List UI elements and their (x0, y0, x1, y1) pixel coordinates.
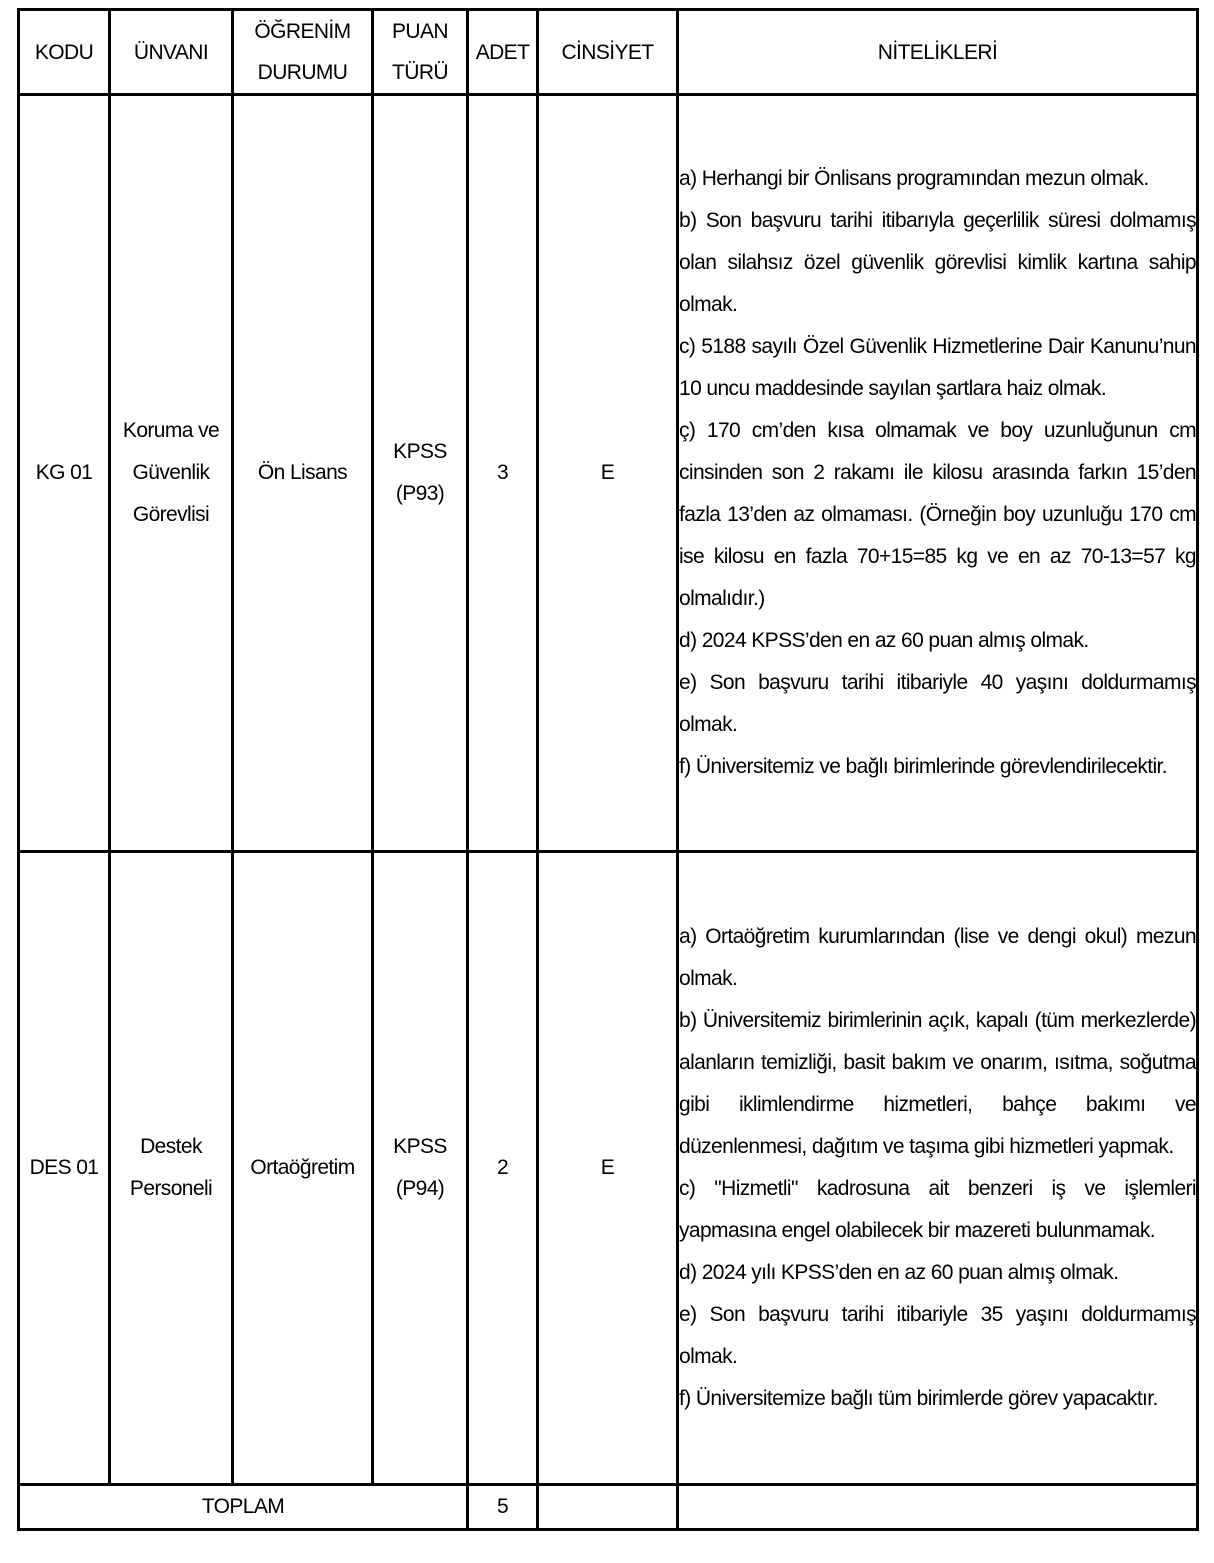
qualification-item: ç) 170 cm’den kısa olmamak ve boy uzunluğunun cm cinsinden son 2 rakamı ile kilosu arasında farkın 15’den fazla 13’den az olmaması. (Örneğin boy uzunluğu 170 cm ise kilosu en fazla 70+15=85 kg ve en az 70-13=57 kg olmalıdır.) (679, 419, 1196, 610)
puan-line: (P94) (395, 1177, 445, 1200)
cell-kodu: KG 01 (19, 95, 110, 852)
puan-line: KPSS (393, 440, 447, 463)
cell-nitelikler (678, 95, 1198, 852)
header-kodu: KODU (19, 10, 110, 95)
header-puan-line-1: PUAN (392, 20, 448, 43)
unvani-line: Destek (140, 1135, 202, 1158)
cell-ogrenim: Ortaöğretim (233, 852, 373, 1485)
total-label: TOPLAM (19, 1485, 468, 1530)
cell-cinsiyet: E (538, 852, 678, 1485)
qualification-item: d) 2024 yılı KPSS’den en az 60 puan almış olmak. (679, 1261, 1119, 1284)
qualification-item: a) Ortaöğretim kurumlarından (lise ve dengi okul) mezun olmak. (679, 925, 1196, 990)
header-ogrenim-durumu (233, 10, 373, 95)
header-puan-turu (373, 10, 468, 95)
header-nitelikleri: NİTELİKLERİ (678, 10, 1198, 95)
total-adet: 5 (468, 1485, 538, 1530)
unvani-line: Görevlisi (132, 503, 210, 526)
cell-puan-turu (373, 95, 468, 852)
header-unvani: ÜNVANI (110, 10, 233, 95)
puan-line: KPSS (393, 1135, 447, 1158)
staff-table-container (17, 8, 1199, 1531)
cell-cinsiyet: E (538, 95, 678, 852)
puan-line: (P93) (395, 482, 445, 505)
qualification-item: e) Son başvuru tarihi itibariyle 35 yaşını doldurmamış olmak. (679, 1303, 1196, 1368)
header-ogrenim-line-2: DURUMU (257, 61, 348, 84)
table-row (19, 852, 1198, 1485)
cell-unvani (110, 95, 233, 852)
cell-kodu: DES 01 (19, 852, 110, 1485)
cell-adet: 3 (468, 95, 538, 852)
cell-unvani (110, 852, 233, 1485)
qualification-item: a) Herhangi bir Önlisans programından mezun olmak. (679, 167, 1149, 190)
cell-ogrenim: Ön Lisans (233, 95, 373, 852)
staff-positions-table (17, 8, 1199, 1531)
qualification-item: f) Üniversitemiz ve bağlı birimlerinde görevlendirilecektir. (679, 755, 1168, 778)
header-adet: ADET (468, 10, 538, 95)
qualification-item: b) Son başvuru tarihi itibarıyla geçerlilik süresi dolmamış olan silahsız özel güvenlik görevlisi kimlik kartına sahip olmak. (679, 209, 1196, 316)
total-cinsiyet-empty (538, 1485, 678, 1530)
unvani-line: Güvenlik (132, 461, 210, 484)
cell-puan-turu (373, 852, 468, 1485)
unvani-line: Koruma ve (122, 419, 220, 442)
total-row (19, 1485, 1198, 1530)
header-cinsiyet: CİNSİYET (538, 10, 678, 95)
header-row (19, 10, 1198, 95)
qualification-item: c) 5188 sayılı Özel Güvenlik Hizmetlerine Dair Kanunu’nun 10 uncu maddesinde sayılan şartlara haiz olmak. (679, 335, 1196, 400)
cell-nitelikler (678, 852, 1198, 1485)
header-ogrenim-line-1: ÖĞRENİM (254, 20, 351, 43)
unvani-line: Personeli (129, 1177, 213, 1200)
table-row (19, 95, 1198, 852)
qualification-item: b) Üniversitemiz birimlerinin açık, kapalı (tüm merkezlerde) alanların temizliği, basit bakım ve onarım, ısıtma, soğutma gibi iklimlendirme hizmetleri, bahçe bakımı ve düzenlenmesi, dağıtım ve taşıma gibi hizmetleri yapmak. (679, 1009, 1196, 1158)
header-puan-line-2: TÜRÜ (392, 61, 448, 84)
total-nitelikler-empty (678, 1485, 1198, 1530)
qualification-item: d) 2024 KPSS’den en az 60 puan almış olmak. (679, 629, 1089, 652)
qualification-item: e) Son başvuru tarihi itibariyle 40 yaşını doldurmamış olmak. (679, 671, 1196, 736)
qualification-item: f) Üniversitemize bağlı tüm birimlerde görev yapacaktır. (679, 1387, 1158, 1410)
qualification-item: c) "Hizmetli" kadrosuna ait benzeri iş ve işlemleri yapmasına engel olabilecek bir mazereti bulunmamak. (679, 1177, 1196, 1242)
cell-adet: 2 (468, 852, 538, 1485)
